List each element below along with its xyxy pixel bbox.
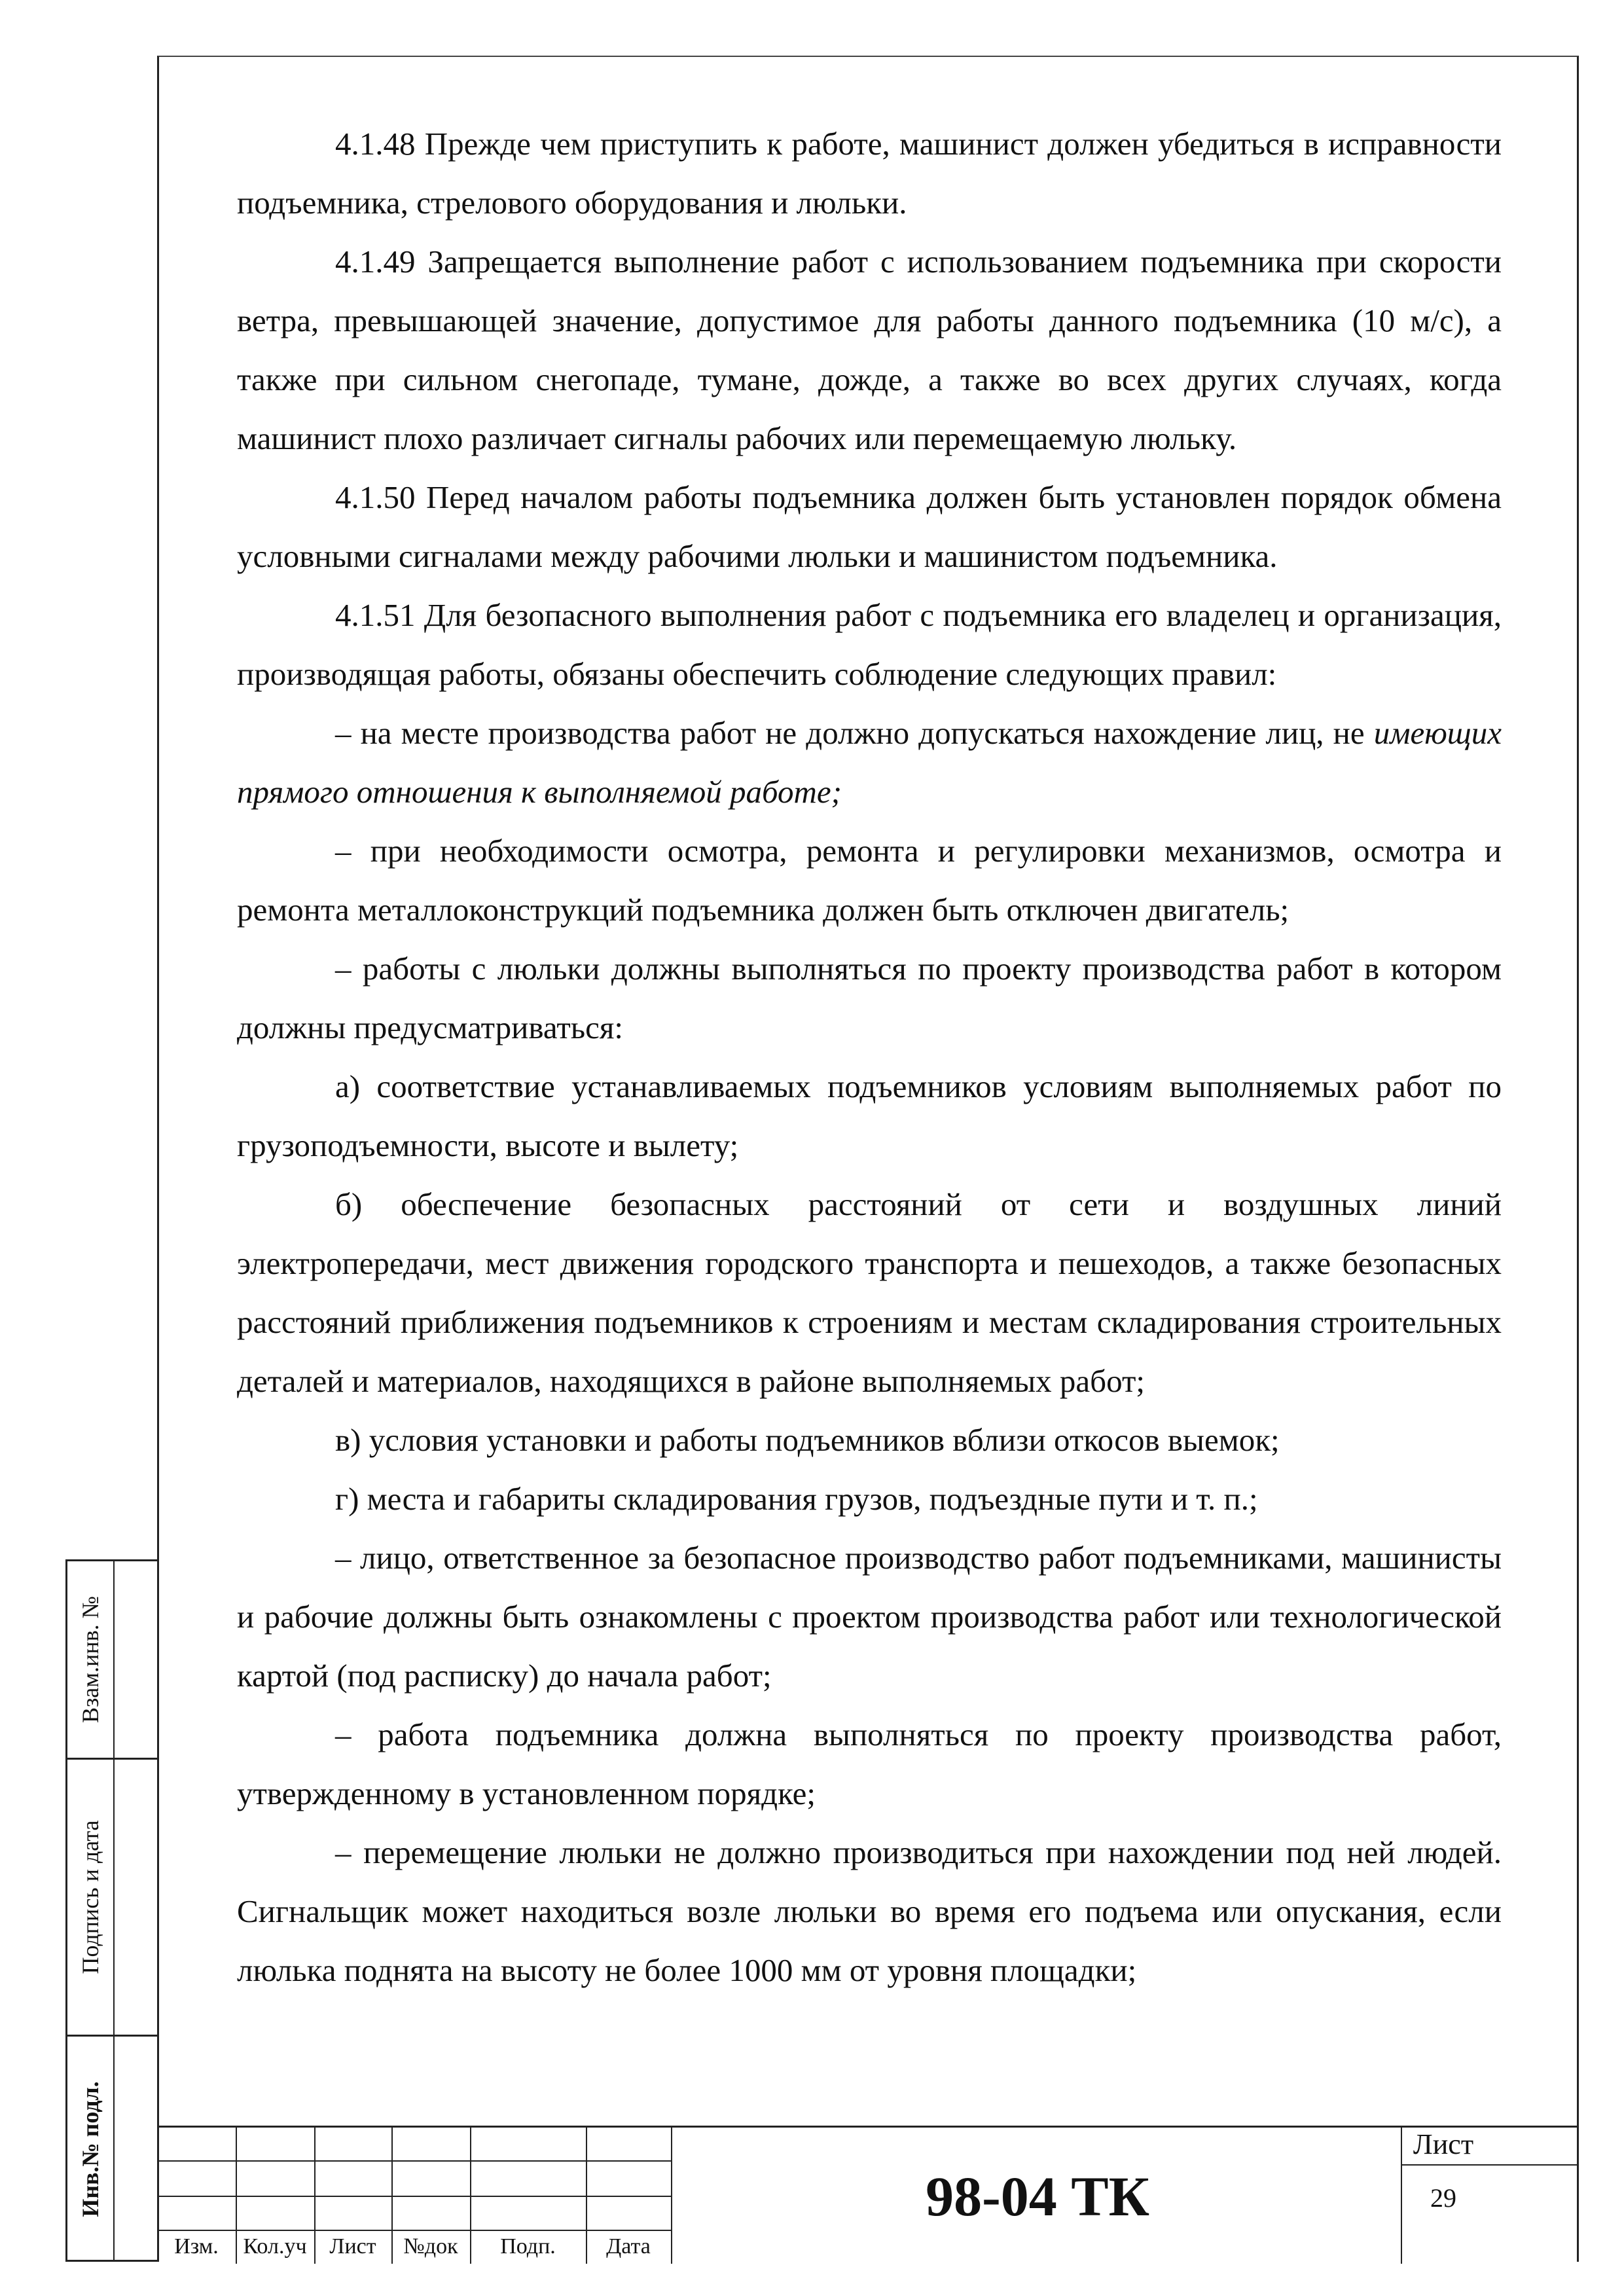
sheet-number: 29 xyxy=(1430,2183,1456,2213)
rule-item-text: – на месте производства работ не должно допускаться нахождение лиц, не xyxy=(335,715,1365,751)
document-body xyxy=(237,115,1502,2000)
document-code: 98-04 ТК xyxy=(926,2165,1149,2228)
paragraph-4-1-49: 4.1.49 Запрещается выполнение работ с использованием подъемника при скорости ветра, превышающей значение, допустимое для работы данного подъемника (10 м/с), а также при сильном снегопаде, тумане, дожде, а также во всех других случаях, когда машинист плохо различает сигналы рабочих или перемещаемую люльку. xyxy=(237,244,1502,456)
grid-line xyxy=(157,2160,671,2162)
subitem-b: б) обеспечение безопасных расстояний от сети и воздушных линий электропередачи, мест движения городского транспорта и пешеходов, а также безопасных расстояний приближения подъемников к строениям и местам складирования строительных деталей и материалов, находящихся в районе выполняемых работ; xyxy=(237,1186,1502,1399)
side-label-column xyxy=(67,2037,115,2262)
column-head-signature: Подп. xyxy=(500,2234,556,2259)
column-head-revision: Изм. xyxy=(174,2234,219,2259)
rule-item-no-outsiders xyxy=(237,704,1502,822)
column-head-count: Кол.уч xyxy=(243,2234,307,2259)
rule-item-briefing: – лицо, ответственное за безопасное производство работ подъемниками, машинисты и рабочие должны быть ознакомлены с проектом производства работ или технологической картой (под расписку) до начала работ; xyxy=(237,1540,1502,1694)
paragraph-4-1-51: 4.1.51 Для безопасного выполнения работ с подъемника его владелец и организация, производящая работы, обязаны обеспечить соблюдение следующих правил: xyxy=(237,597,1502,692)
rule-item-no-people-below: – перемещение люльки не должно производиться при нахождении под ней людей. Сигнальщик может находиться возле люльки во время его подъема или опускания, если люлька поднята на высоту не более 1000 мм от уровня площадки; xyxy=(237,1834,1502,1988)
side-label-original-inv: Инв.№ подл. xyxy=(77,2081,103,2217)
side-label-column xyxy=(67,1760,115,2035)
column-head-date: Дата xyxy=(606,2234,651,2259)
title-block xyxy=(157,2126,1579,2262)
rule-item-italic-text: имеющих прямого отношения к выполняемой работе; xyxy=(237,715,1502,810)
rule-item-approved-project: – работа подъемника должна выполняться по проекту производства работ, утвержденному в установленном порядке; xyxy=(237,1716,1502,1811)
subitem-v: в) условия установки и работы подъемников вблизи откосов выемок; xyxy=(335,1422,1280,1458)
subitem-a: а) соответствие устанавливаемых подъемников условиям выполняемых работ по грузоподъемности, высоте и вылету; xyxy=(237,1068,1502,1163)
side-label-column xyxy=(67,1561,115,1758)
side-cell-signature-date xyxy=(67,1760,157,2035)
paragraph-4-1-50: 4.1.50 Перед началом работы подъемника должен быть установлен порядок обмена условными сигналами между рабочими люльки и машинистом подъемника. xyxy=(237,479,1502,574)
column-head-sheet: Лист xyxy=(329,2234,376,2259)
sheet-label: Лист xyxy=(1413,2128,1474,2160)
side-cell-replacement-inv xyxy=(67,1561,157,1758)
subitem-g: г) места и габариты складирования грузов, подъездные пути и т. п.; xyxy=(335,1481,1258,1517)
rule-item-engine-off: – при необходимости осмотра, ремонта и регулировки механизмов, осмотра и ремонта металлоконструкций подъемника должен быть отключен двигатель; xyxy=(237,833,1502,928)
grid-line xyxy=(157,2196,671,2197)
side-label-replacement-inv: Взам.инв. № xyxy=(77,1596,103,1723)
paragraph-4-1-48: 4.1.48 Прежде чем приступить к работе, машинист должен убедиться в исправности подъемника, стрелового оборудования и люльки. xyxy=(237,126,1502,221)
rule-item-work-project: – работы с люльки должны выполняться по проекту производства работ в котором должны предусматриваться: xyxy=(237,951,1502,1045)
side-stamp xyxy=(65,1559,157,2262)
side-label-signature-date: Подпись и дата xyxy=(77,1820,103,1974)
column-head-doc-number: №док xyxy=(403,2234,458,2259)
side-cell-original-inv xyxy=(67,2037,157,2262)
